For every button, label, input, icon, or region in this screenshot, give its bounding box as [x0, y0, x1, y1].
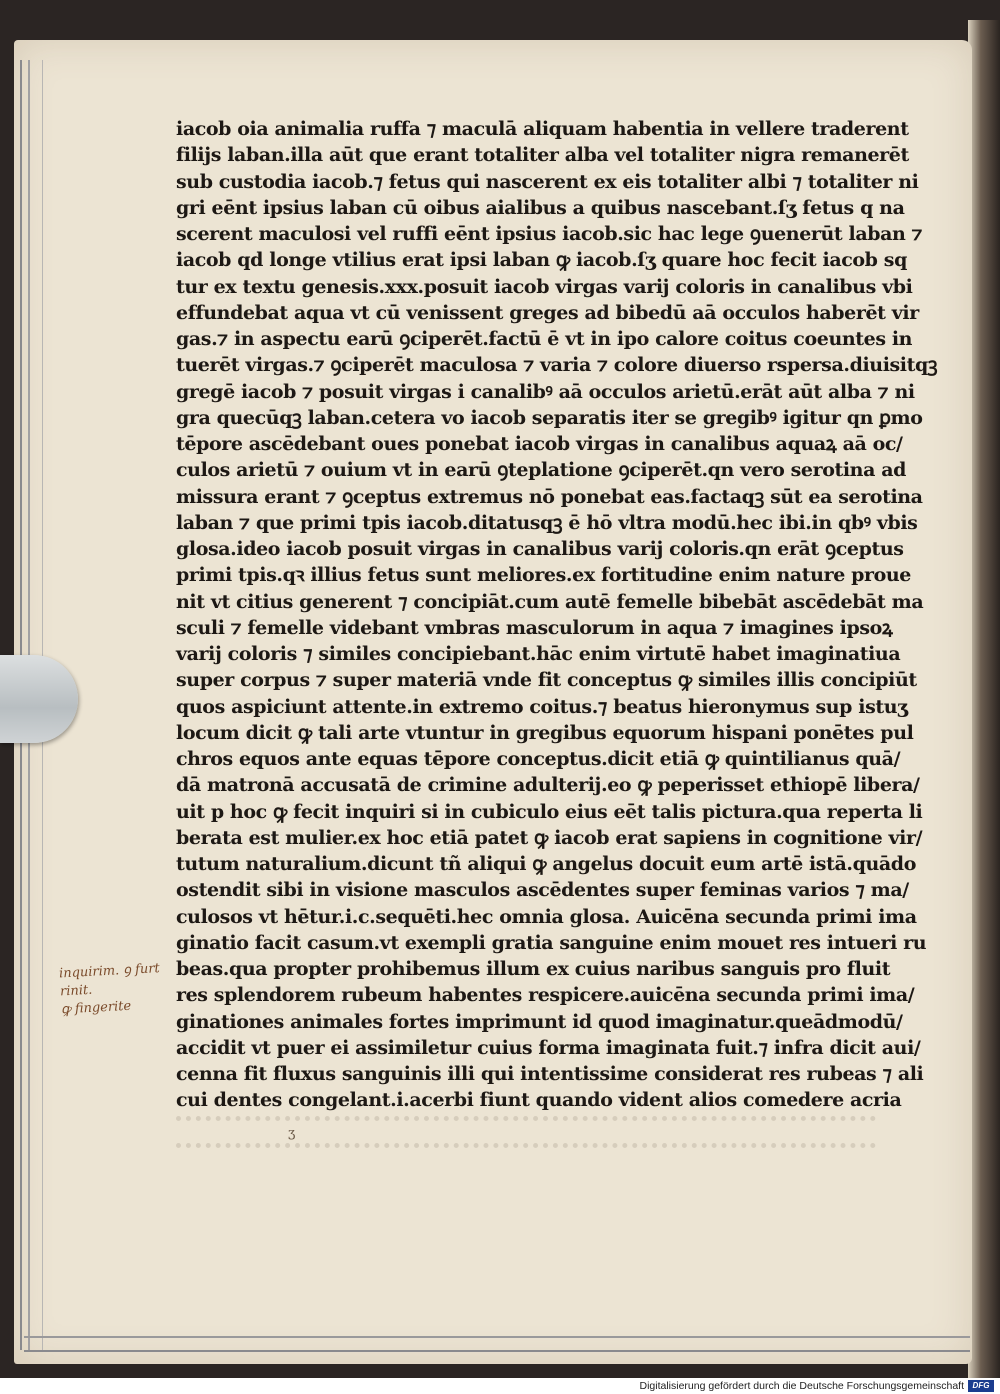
text-line: gri eēnt ipsius laban cū oibus aialibus a quibus nascebant.ſʒ fetus q na	[176, 196, 905, 219]
page-bottom-edges	[24, 1336, 970, 1352]
text-line: res splendorem rubeum habentes respicere.auicēna secunda primi ima/	[176, 984, 915, 1007]
text-line: laban ⁊ que primi tpis iacob.ditatusqꝫ ē hō vltra modū.hec ibi.in qbꝰ vbis	[176, 511, 918, 534]
funding-credit: Digitalisierung gefördert durch die Deutsche Forschungsgemeinschaft	[639, 1380, 964, 1392]
text-line: filijs laban.illa aūt que erant totaliter alba vel totaliter nigra remanerēt	[176, 144, 909, 167]
text-line: super corpus ⁊ super materiā vnde fit conceptus ꝙ similes illis concipiūt	[176, 669, 917, 692]
text-line: primi tpis.qꝛ illius fetus sunt meliores.ex fortitudine enim nature proue	[176, 564, 911, 587]
text-line: scerent maculosi vel ruffi eēnt ipsius iacob.sic hac lege ꝯuenerūt laban ⁊	[176, 223, 923, 245]
text-line: tuerēt virgas.⁊ ꝯciperēt maculosa ⁊ varia ⁊ colore diuerso rspersa.diuisitqꝫ	[176, 354, 938, 377]
text-line: locum dicit ꝙ tali arte vtuntur in gregibus equorum hispani ponētes pul	[176, 721, 914, 744]
text-line: ginatio facit casum.vt exempli gratia sanguine enim mouet res intueri ru	[176, 931, 927, 954]
text-line: tutum naturalium.dicunt tñ aliqui ꝙ angelus docuit eum artē istā.quādo	[176, 853, 916, 875]
text-line: gra quecūqꝫ laban.cetera vo iacob separatis iter se gregibꝰ igitur qn ꝑmo	[176, 406, 923, 429]
text-line: dā matronā accusatā de crimine adulterij.eo ꝙ peperisset ethiopē libera/	[176, 774, 920, 797]
text-line: quos aspiciunt attente.in extremo coitus.⁊ beatus hieronymus sup istuʒ	[176, 695, 908, 718]
text-line: glosa.ideo iacob posuit virgas in canalibus varij coloris.qn erāt ꝯceptus	[176, 538, 904, 560]
text-line: uit p hoc ꝙ fecit inquiri si in cubiculo eius eēt talis pictura.qua reperta li	[176, 800, 923, 823]
show-through-text	[176, 1096, 876, 1156]
text-line: berata est mulier.ex hoc etiā patet ꝙ iacob erat sapiens in cognitione vir/	[176, 826, 923, 849]
text-line: effundebat aqua vt cū venissent greges ad bibedū aā occulos haberēt vir	[176, 301, 919, 324]
dfg-logo: DFG	[968, 1380, 994, 1392]
text-block	[176, 116, 938, 1114]
book-gutter	[968, 20, 1000, 1378]
text-line: gas.⁊ in aspectu earū ꝯciperēt.factū ē vt in ipo calore coitus coeuntes in	[176, 328, 913, 350]
text-line: missura erant ⁊ ꝯceptus extremus nō ponebat eas.factaqꝫ sūt ea serotina	[176, 485, 923, 508]
marginal-note-line: inquirim. ꝯ furt	[58, 961, 161, 982]
text-line: chros equos ante equas tēpore conceptus.dicit etiā ꝙ quintilianus quā/	[176, 748, 901, 770]
text-line: accidit vt puer ei assimiletur cuius forma imaginata fuit.⁊ infra dicit aui/	[176, 1036, 921, 1059]
marginal-note-line: ꝙ fingerite	[60, 998, 132, 1018]
text-line: cenna fit fluxus sanguinis illi qui intentissime considerat res rubeas ⁊ ali	[176, 1063, 924, 1085]
text-line: nit vt citius generent ⁊ concipiāt.cum autē femelle bibebāt ascēdebāt ma	[176, 590, 924, 613]
text-line: ostendit sibi in visione masculos ascēdentes super feminas varios ⁊ ma/	[176, 879, 909, 902]
text-line: tur ex textu genesis.xxx.posuit iacob virgas varij coloris in canalibus vbi	[176, 275, 913, 298]
text-line: iacob oia animalia ruffa ⁊ maculā aliquam habentia in vellere traderent	[176, 118, 909, 140]
text-line: sub custodia iacob.⁊ fetus qui nascerent ex eis totaliter albi ⁊ totaliter ni	[176, 170, 919, 193]
text-line: beas.qua propter prohibemus illum ex cuius naribus sanguis pro fluit	[176, 958, 891, 980]
text-line: culos arietū ⁊ ouium vt in earū ꝯteplatione ꝯciperēt.qn vero serotina ad	[176, 459, 907, 482]
text-line: tēpore ascēdebant oues ponebat iacob virgas in canalibus aquaꝝ aā oc/	[176, 433, 903, 455]
text-line: cui dentes congelant.i.acerbi fiunt quando vident alios comedere acria	[176, 1089, 902, 1112]
signature-mark: ʒ	[288, 1126, 296, 1141]
text-line: gregē iacob ⁊ posuit virgas i canalibꝰ aā occulos arietū.erāt aūt alba ⁊ ni	[176, 380, 915, 403]
marginal-note-line: rinit.	[59, 982, 93, 1000]
footer-bar	[0, 1378, 1000, 1394]
marginal-annotation	[59, 959, 192, 1020]
text-line: culosos vt hētur.i.c.sequēti.hec omnia glosa. Auicēna secunda primi ima	[176, 905, 917, 928]
text-line: iacob qd longe vtilius erat ipsi laban ꝙ iacob.ſʒ quare hoc fecit iacob sq	[176, 249, 907, 272]
text-line: ginationes animales fortes imprimunt id quod imaginatur.queādmodū/	[176, 1010, 903, 1033]
text-line: varij coloris ⁊ similes concipiebant.hāc enim virtutē habet imaginatiua	[176, 643, 901, 665]
text-line: sculi ⁊ femelle videbant vmbras masculorum in aqua ⁊ imagines ipsoꝝ	[176, 616, 893, 639]
